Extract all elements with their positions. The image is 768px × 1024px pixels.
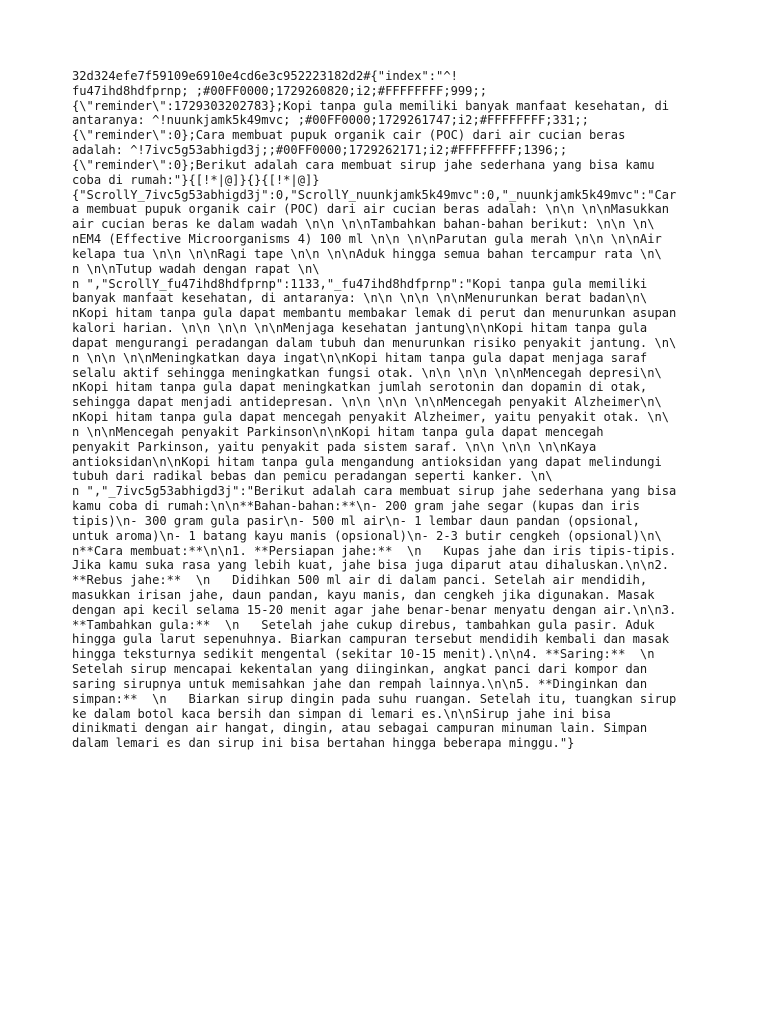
document-text-line: banyak manfaat kesehatan, di antaranya: \n\n \n\n \n\nMenurunkan berat badan\n\ (72, 291, 648, 306)
document-text-line: n ","_7ivc5g53abhigd3j":"Berikut adalah cara membuat sirup jahe sederhana yang bisa (72, 484, 677, 499)
document-text-line: **Tambahkan gula:** \n Setelah jahe cukup direbus, tambahkan gula pasir. Aduk (72, 617, 655, 632)
document-text-line: Jika kamu suka rasa yang lebih kuat, jahe bisa juga diparut atau dihaluskan.\n\n2. (72, 558, 670, 573)
document-text-line: hingga gula larut sepenuhnya. Biarkan campuran tersebut mendidih kembali dan masak (72, 632, 670, 647)
document-text-line: n**Cara membuat:**\n\n1. **Persiapan jahe:** \n Kupas jahe dan iris tipis-tipis. (72, 543, 677, 558)
document-text-line: n \n\nMencegah penyakit Parkinson\n\nKopi hitam tanpa gula dapat mencegah (72, 424, 604, 439)
document-text-line: coba di rumah:"}{[!*|@]}{}{[!*|@]} (72, 172, 320, 187)
document-text-line: n \n\nTutup wadah dengan rapat \n\ (72, 261, 320, 276)
document-text-line: dinikmati dengan air hangat, dingin, atau sebagai campuran minuman lain. Simpan (72, 721, 648, 736)
document-text-line: ke dalam botol kaca bersih dan simpan di lemari es.\n\nSirup jahe ini bisa (72, 706, 611, 721)
document-text-line: {\"reminder\":0};Cara membuat pupuk organik cair (POC) dari air cucian beras (72, 128, 626, 143)
document-text-line: adalah: ^!7ivc5g53abhigd3j;;#00FF0000;1729262171;i2;#FFFFFFFF;1396;; (72, 143, 568, 158)
document-text-line: a membuat pupuk organik cair (POC) dari air cucian beras adalah: \n\n \n\nMasukkan (72, 202, 670, 217)
document-text-line: nKopi hitam tanpa gula dapat mencegah penyakit Alzheimer, yaitu penyakit otak. \n\ (72, 410, 670, 425)
document-text-line: nKopi hitam tanpa gula dapat membantu membakar lemak di perut dan menurunkan asupan (72, 306, 677, 321)
document-text-line: untuk aroma)\n- 1 batang kayu manis (opsional)\n- 2-3 butir cengkeh (opsional)\n\ (72, 528, 662, 543)
document-text-line: tipis)\n- 300 gram gula pasir\n- 500 ml air\n- 1 lembar daun pandan (opsional, (72, 513, 640, 528)
document-text-line: n \n\n \n\nMeningkatkan daya ingat\n\nKopi hitam tanpa gula dapat menjaga saraf (72, 350, 648, 365)
document-text-line: hingga teksturnya sedikit mengental (sekitar 10-15 menit).\n\n4. **Saring:** \n (72, 647, 655, 662)
document-text-line: {\"reminder\":0};Berikut adalah cara membuat sirup jahe sederhana yang bisa kamu (72, 157, 655, 172)
document-text-line: tubuh dari radikal bebas dan pemicu peradangan seperti kanker. \n\ (72, 469, 553, 484)
document-text-line: dalam lemari es dan sirup ini bisa bertahan hingga beberapa minggu."} (72, 736, 575, 751)
document-text-line: 32d324efe7f59109e6910e4cd6e3c952223182d2#{"index":"^! (72, 69, 458, 83)
document-text-line: **Rebus jahe:** \n Didihkan 500 ml air di dalam panci. Setelah air mendidih, (72, 573, 648, 588)
document-text-line: penyakit Parkinson, yaitu penyakit pada sistem saraf. \n\n \n\n \n\nKaya (72, 439, 597, 454)
document-text-line: masukkan irisan jahe, daun pandan, kayu manis, dan cengkeh jika digunakan. Masak (72, 587, 655, 602)
document-text-line: kelapa tua \n\n \n\nRagi tape \n\n \n\nAduk hingga semua bahan tercampur rata \n\ (72, 246, 662, 261)
document-text-line: simpan:** \n Biarkan sirup dingin pada suhu ruangan. Setelah itu, tuangkan sirup (72, 691, 677, 706)
document-text-line: antioksidan\n\nKopi hitam tanpa gula mengandung antioksidan yang dapat melindungi (72, 454, 662, 469)
document-text-line: dengan api kecil selama 15-20 menit agar jahe benar-benar menyatu dengan air.\n\n3. (72, 602, 677, 617)
document-text-line: Setelah sirup mencapai kekentalan yang diinginkan, angkat panci dari kompor dan (72, 662, 648, 677)
document-text-line: {\"reminder\":1729303202783};Kopi tanpa gula memiliki banyak manfaat kesehatan, di (72, 98, 670, 113)
document-text-line: sehingga dapat menjadi antidepresan. \n\n \n\n \n\nMencegah penyakit Alzheimer\n\ (72, 395, 662, 410)
document-text-line: nEM4 (Effective Microorganisms 4) 100 ml \n\n \n\nParutan gula merah \n\n \n\nAir (72, 232, 662, 247)
document-text-line: selalu aktif sehingga meningkatkan fungsi otak. \n\n \n\n \n\nMencegah depresi\n\ (72, 365, 662, 380)
document-text-line: kalori harian. \n\n \n\n \n\nMenjaga kesehatan jantung\n\nKopi hitam tanpa gula (72, 321, 648, 336)
document-text-line: antaranya: ^!nuunkjamk5k49mvc; ;#00FF0000;1729261747;i2;#FFFFFFFF;331;; (72, 113, 589, 128)
document-text-line: air cucian beras ke dalam wadah \n\n \n\nTambahkan bahan-bahan berikut: \n\n \n\ (72, 217, 655, 232)
document-text-line: kamu coba di rumah:\n\n**Bahan-bahan:**\n- 200 gram jahe segar (kupas dan iris (72, 499, 640, 514)
document-text-line: {"ScrollY_7ivc5g53abhigd3j":0,"ScrollY_nuunkjamk5k49mvc":0,"_nuunkjamk5k49mvc":"Car (72, 187, 677, 202)
document-text-body (72, 69, 702, 751)
document-text-line: saring sirupnya untuk memisahkan jahe dan rempah lainnya.\n\n5. **Dinginkan dan (72, 676, 648, 691)
document-text-line: nKopi hitam tanpa gula dapat meningkatkan jumlah serotonin dan dopamin di otak, (72, 380, 648, 395)
document-text-line: fu47ihd8hdfprnp; ;#00FF0000;1729260820;i2;#FFFFFFFF;999;; (72, 83, 488, 98)
document-text-line: dapat mengurangi peradangan dalam tubuh dan menurunkan risiko penyakit jantung. \n\ (72, 335, 677, 350)
document-text-line: n ","ScrollY_fu47ihd8hdfprnp":1133,"_fu47ihd8hdfprnp":"Kopi tanpa gula memiliki (72, 276, 648, 291)
